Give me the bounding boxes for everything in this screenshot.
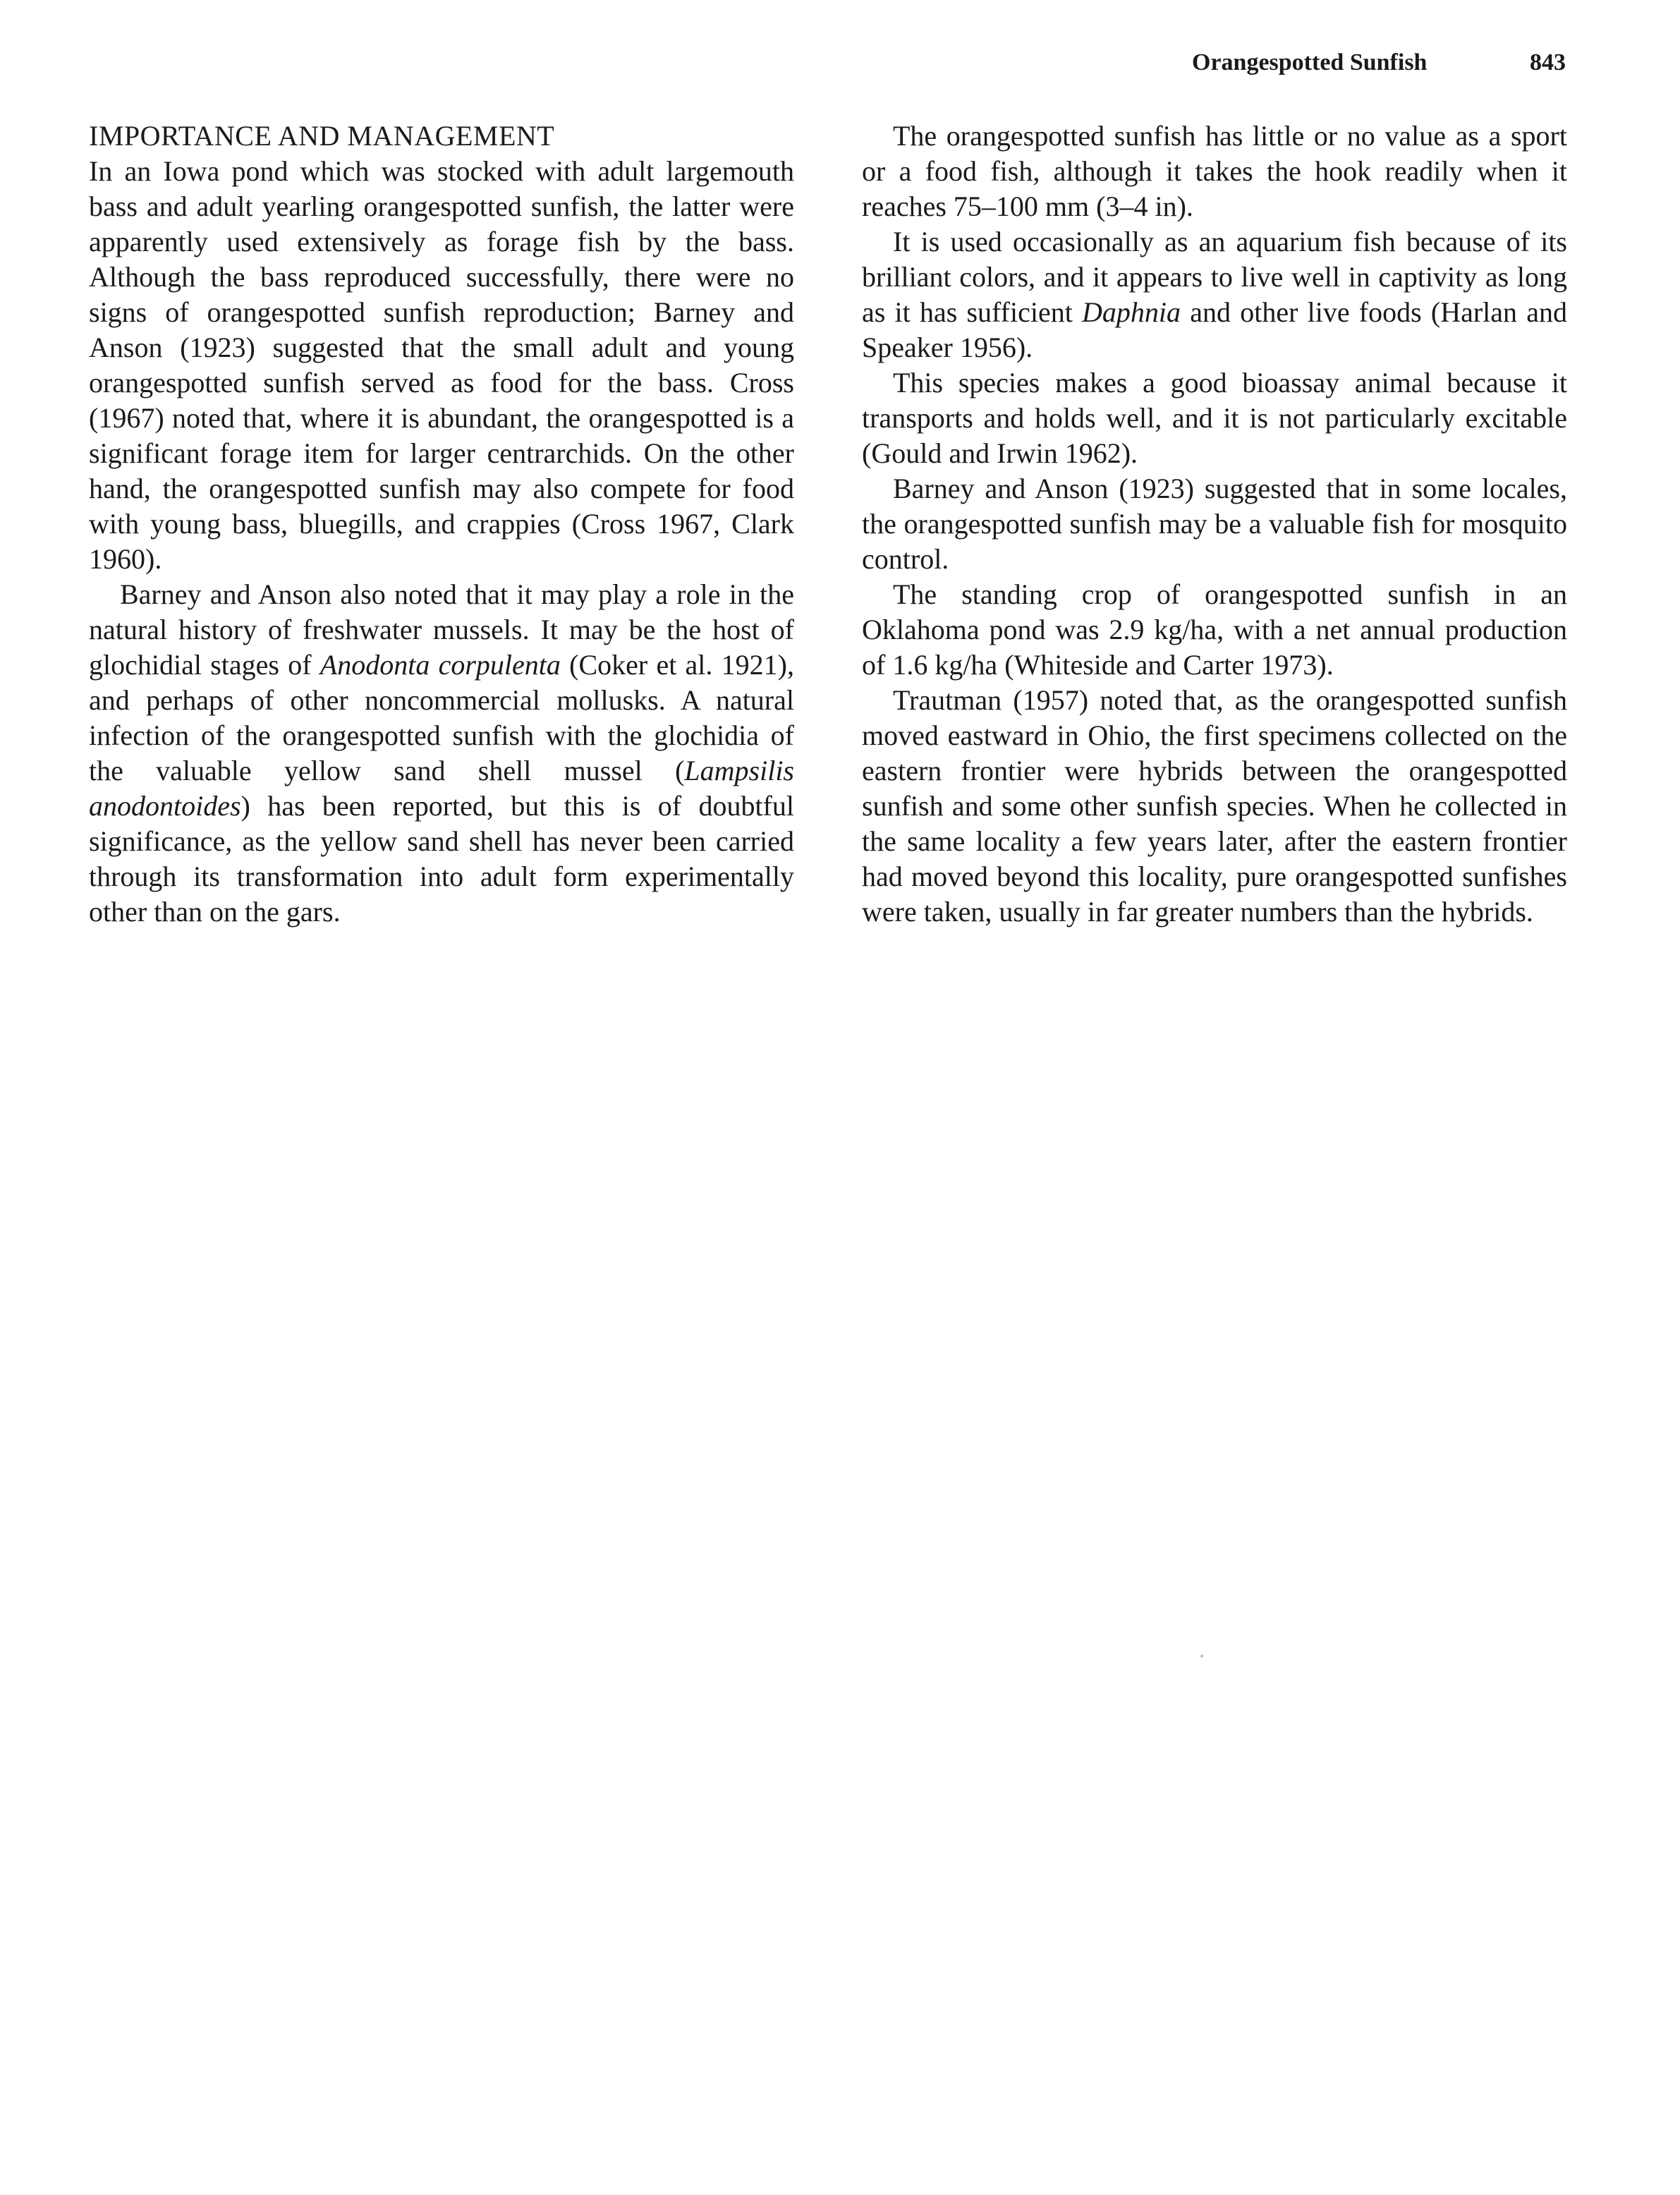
paragraph-sport-value: The orangespotted sunfish has little or no value as a sport or a food fish, although it takes the hook readily when it reaches 75–100 mm (3–4 in). bbox=[862, 120, 1567, 222]
paragraph-standing-crop: The standing crop of orangespotted sunfish in an Oklahoma pond was 2.9 kg/ha, with a net annual production of 1.6 kg/ha (Whiteside and Carter 1973). bbox=[862, 578, 1567, 681]
running-title: Orangespotted Sunfish bbox=[1192, 49, 1428, 75]
paragraph-hybrids: Trautman (1957) noted that, as the orangespotted sunfish moved eastward in Ohio, the first specimens collected on the eastern frontier were hybrids between the orangespotted sunfish and some other sunfish species. When he collected in the same locality a few years later, after the eastern frontier had moved beyond this locality, pure orangespotted sunfishes were taken, usually in far greater numbers than the hybrids. bbox=[862, 684, 1567, 928]
paper-speck bbox=[1200, 1655, 1203, 1658]
section-heading: IMPORTANCE AND MANAGEMENT bbox=[89, 120, 555, 152]
species-name-lampsilis: Lampsilis anodontoides bbox=[89, 755, 794, 822]
right-column bbox=[862, 118, 1567, 930]
page-number: 843 bbox=[1530, 49, 1566, 75]
paragraph-forage: In an Iowa pond which was stocked with adult largemouth bass and adult yearling orangespotted sunfish, the latter were apparently used extensively as forage fish by the bass. Although the bass reproduced successfully, there were no signs of orangespotted sunfish reproduction; Barney and Anson (1923) suggested that the small adult and young orangespotted sunfish served as food for the bass. Cross (1967) noted that, where it is abundant, the orangespotted is a significant forage item for larger centrarchids. On the other hand, the orangespotted sunfish may also compete for food with young bass, bluegills, and crappies (Cross 1967, Clark 1960). bbox=[89, 155, 794, 575]
genus-name-daphnia: Daphnia bbox=[1082, 296, 1181, 328]
running-header bbox=[1192, 49, 1566, 85]
paragraph-aquarium: It is used occasionally as an aquarium fish because of its brilliant colors, and it appears to live well in captivity as long as it has sufficient Daphnia and other live foods (Harlan and Speaker 1956). bbox=[862, 226, 1567, 363]
paragraph-mussels: Barney and Anson also noted that it may play a role in the natural history of freshwater mussels. It may be the host of glochidial stages of Anodonta corpulenta (Coker et al. 1921), and perhaps of other noncommercial mollusks. A natural infection of the orangespotted sunfish with the glochidia of the valuable yellow sand shell mussel (Lampsilis anodontoides) has been reported, but this is of doubtful significance, as the yellow sand shell has never been carried through its transformation into adult form experimentally other than on the gars. bbox=[89, 578, 794, 928]
paragraph-bioassay: This species makes a good bioassay animal because it transports and holds well, and it is not particularly excitable (Gould and Irwin 1962). bbox=[862, 367, 1567, 469]
left-column bbox=[89, 118, 794, 930]
paragraph-mosquito: Barney and Anson (1923) suggested that in some locales, the orangespotted sunfish may be a valuable fish for mosquito control. bbox=[862, 473, 1567, 575]
species-name-anodonta: Anodonta corpulenta bbox=[319, 649, 561, 681]
